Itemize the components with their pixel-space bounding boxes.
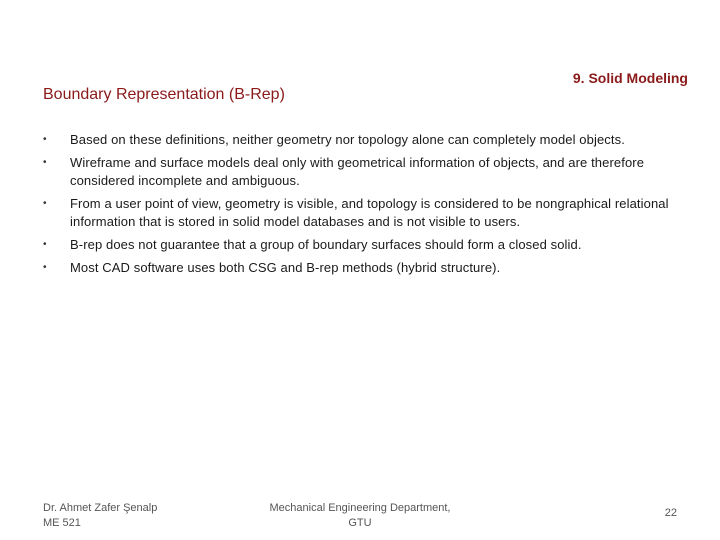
bullet-icon: •	[43, 239, 47, 250]
bullet-icon: •	[43, 198, 47, 209]
bullet-icon: •	[43, 134, 47, 145]
bullet-item	[43, 259, 683, 277]
bullet-item	[43, 131, 683, 149]
bullet-text: Most CAD software uses both CSG and B-rep methods (hybrid structure).	[70, 260, 501, 275]
bullet-icon: •	[43, 262, 47, 273]
footer-author-name: Dr. Ahmet Zafer Şenalp	[43, 502, 158, 514]
bullet-item	[43, 236, 683, 254]
bullet-text: Wireframe and surface models deal only with geometrical information of objects, and are therefore considered incomplete and ambiguous.	[70, 155, 645, 188]
footer-author-block	[43, 501, 157, 531]
bullet-text: Based on these definitions, neither geometry nor topology alone can completely model objects.	[70, 132, 625, 147]
section-heading: 9. Solid Modeling	[572, 70, 688, 86]
slide-title: Boundary Representation (B-Rep)	[43, 86, 285, 103]
footer-department-name: Mechanical Engineering Department,	[269, 502, 451, 514]
bullet-text: B-rep does not guarantee that a group of boundary surfaces should form a closed solid.	[70, 237, 582, 252]
bullet-text: From a user point of view, geometry is visible, and topology is considered to be nongraphical relational information that is stored in solid model databases and is not visible to users.	[70, 196, 669, 229]
footer-university-name: GTU	[348, 517, 372, 529]
bullet-icon: •	[43, 157, 47, 168]
bullet-list	[43, 131, 683, 282]
footer-course-code: ME 521	[43, 517, 81, 529]
bullet-item	[43, 195, 683, 231]
page-number: 22	[664, 507, 677, 519]
footer-department-block	[235, 501, 485, 531]
bullet-item	[43, 154, 683, 190]
